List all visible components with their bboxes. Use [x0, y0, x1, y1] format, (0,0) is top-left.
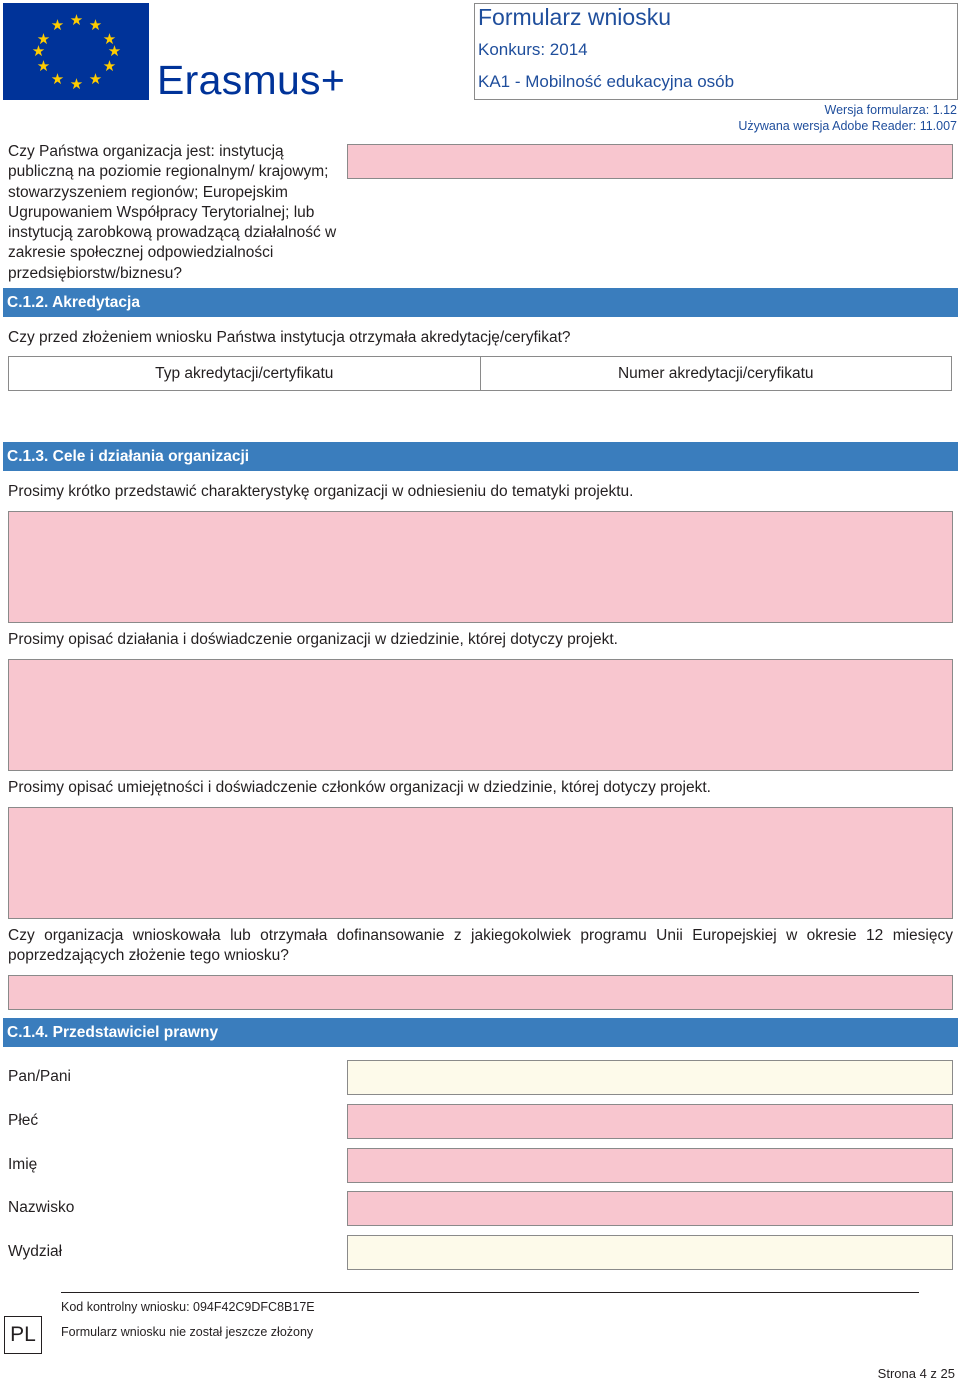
- action-name: KA1 - Mobilność edukacyjna osób: [478, 72, 735, 91]
- public-body-answer-field[interactable]: [347, 144, 953, 179]
- star-icon: ★: [31, 43, 46, 60]
- gender-label: Płeć: [8, 1112, 39, 1129]
- eu-flag-logo: [3, 3, 149, 100]
- first-name-field[interactable]: [347, 1148, 953, 1183]
- accreditation-table: [8, 356, 952, 391]
- eu-funding-question: Czy organizacja wnioskowała lub otrzymała dofinansowanie z jakiegokolwiek programu Unii Europejskiej w okresie 12 miesięcy poprzedzających złożenie tego wniosku?: [8, 927, 953, 965]
- erasmus-logo-text: Erasmus+: [157, 57, 346, 103]
- activities-textarea[interactable]: [8, 659, 953, 771]
- public-body-question: Czy Państwa organizacja jest: instytucją publiczną na poziomie regionalnym/ krajowym; stowarzyszeniem regionów; Europejskim Ugrupowaniem Współpracy Terytorialnej; lub instytucją zarobkową prowadzącą działalność w zakresie społecznej odpowiedzialności przedsiębiorstw/biznesu?: [8, 143, 337, 282]
- star-icon: ★: [69, 12, 84, 29]
- first-name-label: Imię: [8, 1156, 38, 1173]
- section-goals-header: C.1.3. Cele i działania organizacji: [3, 442, 958, 471]
- activities-question: Prosimy opisać działania i doświadczenie organizacji w dziedzinie, której dotyczy projekt.: [8, 631, 618, 648]
- star-icon: ★: [102, 31, 117, 48]
- star-icon: ★: [36, 31, 51, 48]
- last-name-label: Nazwisko: [8, 1199, 75, 1216]
- department-field[interactable]: [347, 1235, 953, 1270]
- star-icon: ★: [88, 71, 103, 88]
- star-icon: ★: [36, 58, 51, 75]
- star-icon: ★: [102, 58, 117, 75]
- footer-divider: [61, 1292, 919, 1293]
- page-number: Strona 4 z 25: [877, 1366, 955, 1381]
- title-label: Pan/Pani: [8, 1068, 71, 1085]
- section-accreditation-header: C.1.2. Akredytacja: [3, 288, 958, 317]
- accreditation-type-header: Typ akredytacji/certyfikatu: [155, 365, 334, 382]
- profile-question: Prosimy krótko przedstawić charakterystykę organizacji w odniesieniu do tematyki projektu.: [8, 483, 634, 500]
- skills-question: Prosimy opisać umiejętności i doświadczenie członków organizacji w dziedzinie, której dotyczy projekt.: [8, 779, 711, 796]
- profile-textarea[interactable]: [8, 511, 953, 623]
- gender-field[interactable]: [347, 1104, 953, 1139]
- accreditation-question: Czy przed złożeniem wniosku Państwa instytucja otrzymała akredytację/ceryfikat?: [8, 329, 571, 346]
- accreditation-number-header: Numer akredytacji/ceryfikatu: [480, 357, 952, 390]
- star-icon: ★: [50, 71, 65, 88]
- star-icon: ★: [69, 76, 84, 93]
- control-code: Kod kontrolny wniosku: 094F42C9DFC8B17E: [61, 1300, 315, 1314]
- reader-version: Używana wersja Adobe Reader: 11.007: [738, 119, 957, 133]
- eu-funding-answer-field[interactable]: [8, 975, 953, 1010]
- section-legal-rep-header: C.1.4. Przedstawiciel prawny: [3, 1018, 958, 1047]
- competition-year: Konkurs: 2014: [478, 40, 588, 59]
- language-badge: PL: [4, 1316, 42, 1354]
- form-title: Formularz wniosku: [478, 4, 671, 30]
- last-name-field[interactable]: [347, 1191, 953, 1226]
- star-icon: ★: [50, 17, 65, 34]
- title-field[interactable]: [347, 1060, 953, 1095]
- form-version: Wersja formularza: 1.12: [824, 103, 957, 117]
- department-label: Wydział: [8, 1243, 63, 1260]
- skills-textarea[interactable]: [8, 807, 953, 919]
- star-icon: ★: [107, 43, 122, 60]
- star-icon: ★: [88, 17, 103, 34]
- submission-status: Formularz wniosku nie został jeszcze złożony: [61, 1325, 314, 1339]
